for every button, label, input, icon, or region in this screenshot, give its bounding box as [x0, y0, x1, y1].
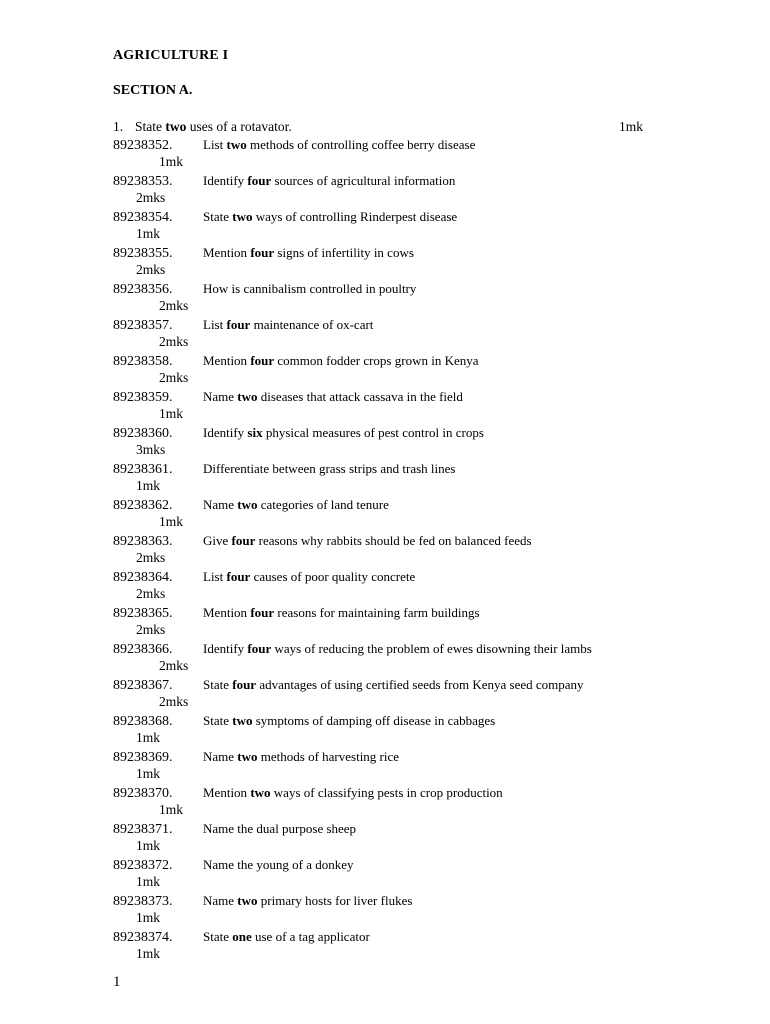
question-text-bold: two: [250, 785, 271, 800]
question-marks: 2mks: [159, 334, 189, 349]
question-text: [203, 641, 592, 656]
question-line: [113, 929, 370, 946]
question-line: [113, 425, 484, 442]
question-number: 89238354.: [113, 210, 173, 225]
question-item: [113, 497, 673, 533]
question-item: [113, 209, 673, 245]
question-line: [113, 893, 412, 910]
question-text-pre: Name: [203, 497, 238, 512]
question-line: [113, 245, 414, 262]
question-text-bold: four: [247, 173, 272, 188]
question-number: 89238365.: [113, 606, 173, 621]
question-marks: 2mks: [136, 622, 166, 637]
question-number: 89238362.: [113, 498, 173, 513]
question-marks: 1mk: [159, 406, 184, 421]
question-text-post: causes of poor quality concrete: [250, 569, 416, 584]
question-text-bold: four: [250, 353, 275, 368]
question-number: 89238361.: [113, 462, 173, 477]
question-line: [113, 533, 532, 550]
question-marks: 1mk: [136, 730, 161, 745]
question-marks: 2mks: [159, 658, 189, 673]
question-text-bold: four: [250, 605, 275, 620]
question-number: 89238364.: [113, 570, 173, 585]
question-item: [113, 569, 673, 605]
question-number: 89238371.: [113, 822, 173, 837]
question-text: [203, 605, 480, 620]
question-text-post: sources of agricultural information: [271, 173, 456, 188]
question-text-bold: two: [237, 893, 258, 908]
question-text: [203, 569, 415, 584]
question-text-bold: two: [237, 497, 258, 512]
question-item: [113, 425, 673, 461]
question-line: [113, 137, 475, 154]
question-marks: 2mks: [159, 298, 189, 313]
question-text-pre: Mention: [203, 785, 251, 800]
question-number: 89238369.: [113, 750, 173, 765]
question-number: 89238357.: [113, 318, 173, 333]
question-marks: 1mk: [136, 766, 161, 781]
question-marks: 1mk: [159, 514, 184, 529]
question-text-pre: State: [203, 929, 233, 944]
question-text-post: maintenance of ox-cart: [250, 317, 374, 332]
question-number: 89238368.: [113, 714, 173, 729]
question-text: [203, 137, 475, 152]
question-line: [113, 641, 592, 658]
question-marks: 1mk: [136, 478, 161, 493]
question-line: [113, 389, 463, 406]
question-text-bold: two: [232, 209, 253, 224]
question-number: 89238372.: [113, 858, 173, 873]
question-number: 89238374.: [113, 930, 173, 945]
question-item: [113, 281, 673, 317]
question-item: [113, 929, 673, 965]
question-line: [113, 857, 354, 874]
question-marks: 2mks: [159, 370, 189, 385]
question-text-post: common fodder crops grown in Kenya: [274, 353, 479, 368]
question-text-pre: Identify: [203, 173, 248, 188]
question-text: [203, 497, 389, 512]
question-item: [113, 353, 673, 389]
question-line: [113, 497, 389, 514]
question-text-pre: State: [203, 677, 233, 692]
question-text-bold: four: [250, 245, 275, 260]
question-item: [113, 137, 673, 173]
question-text: [203, 389, 463, 404]
question-text-bold: four: [247, 641, 272, 656]
question-text: [203, 893, 412, 908]
question-text: [203, 749, 399, 764]
question-text-pre: List: [203, 569, 227, 584]
question-text-post: reasons for maintaining farm buildings: [274, 605, 480, 620]
question-item: [113, 785, 673, 821]
question-text-post: methods of harvesting rice: [257, 749, 400, 764]
question-number: 89238366.: [113, 642, 173, 657]
question-line: [113, 749, 399, 766]
question-text-pre: State: [203, 209, 233, 224]
question-line: [113, 461, 455, 478]
question-line: [113, 317, 373, 334]
question-item: [113, 677, 673, 713]
question-item: [113, 461, 673, 497]
question-text-post: primary hosts for liver flukes: [257, 893, 413, 908]
question-marks: 1mk: [136, 874, 161, 889]
section-heading: SECTION A.: [113, 83, 193, 98]
question-text-pre: Identify: [203, 641, 248, 656]
question-text-post: uses of a rotavator.: [186, 119, 292, 134]
question-number: 89238356.: [113, 282, 173, 297]
question-number: 89238353.: [113, 174, 173, 189]
question-marks: 2mks: [159, 694, 189, 709]
question-item: [113, 245, 673, 281]
question-line: [113, 173, 455, 190]
question-text-pre: Name: [203, 389, 238, 404]
question-text: [203, 533, 532, 548]
question-marks: 1mk: [136, 910, 161, 925]
question-item: [113, 857, 673, 893]
question-text-bold: two: [237, 389, 258, 404]
question-text-post: symptoms of damping off disease in cabbages: [252, 713, 496, 728]
question-text-bold: two: [232, 713, 253, 728]
question-text-pre: Mention: [203, 245, 251, 260]
question-text-post: use of a tag applicator: [251, 929, 370, 944]
question-number: 89238363.: [113, 534, 173, 549]
question-item: [113, 749, 673, 785]
question-marks: 1mk: [618, 119, 643, 134]
question-text-pre: Name the young of a donkey: [203, 857, 354, 872]
question-number: 89238370.: [113, 786, 173, 801]
question-marks: 1mk: [136, 226, 161, 241]
question-text: [203, 929, 370, 944]
question-item: [113, 893, 673, 929]
question-text-bold: four: [226, 317, 251, 332]
question-line: [113, 209, 457, 226]
question-number: 89238352.: [113, 138, 173, 153]
question-line: [113, 785, 503, 802]
question-item: [113, 173, 673, 209]
question-text-bold: six: [247, 425, 263, 440]
question-text-post: advantages of using certified seeds from Kenya seed company: [256, 677, 584, 692]
question-text-bold: four: [231, 533, 256, 548]
question-line: [113, 353, 479, 370]
question-text-pre: Mention: [203, 353, 251, 368]
question-text-pre: State: [203, 713, 233, 728]
question-item: [113, 533, 673, 569]
question-line: [113, 569, 415, 586]
question-marks: 1mk: [159, 802, 184, 817]
question-text-pre: List: [203, 317, 227, 332]
question-text-bold: two: [237, 749, 258, 764]
question-text: [203, 353, 479, 368]
question-text: [203, 857, 354, 872]
question-item: [113, 605, 673, 641]
question-text: [203, 209, 457, 224]
question-text-pre: State: [135, 119, 166, 134]
question-text-post: ways of classifying pests in crop production: [270, 785, 503, 800]
question-number: 89238358.: [113, 354, 173, 369]
question-marks: 2mks: [136, 586, 166, 601]
question-item: [113, 821, 673, 857]
question-marks: 2mks: [136, 262, 166, 277]
question-text-post: physical measures of pest control in crops: [262, 425, 484, 440]
question-text-bold: four: [226, 569, 251, 584]
question-text-pre: Mention: [203, 605, 251, 620]
page-title: AGRICULTURE I: [113, 48, 229, 63]
question-text-pre: How is cannibalism controlled in poultry: [203, 281, 417, 296]
question-text-pre: Name the dual purpose sheep: [203, 821, 357, 836]
question-number: 89238360.: [113, 426, 173, 441]
question-text-bold: one: [232, 929, 252, 944]
question-text: [203, 425, 484, 440]
question-text: [203, 677, 584, 692]
question-marks: 3mks: [136, 442, 166, 457]
question-item: [113, 713, 673, 749]
question-number: 89238367.: [113, 678, 173, 693]
question-text: [203, 785, 503, 800]
question-text-bold: two: [165, 119, 187, 134]
question-marks: 1mk: [136, 838, 161, 853]
question-item: [113, 317, 673, 353]
question-text-post: reasons why rabbits should be fed on balanced feeds: [255, 533, 532, 548]
question-text-post: methods of controlling coffee berry disease: [246, 137, 476, 152]
question-text: [203, 821, 356, 836]
question-text: [203, 245, 414, 260]
question-text-pre: Differentiate between grass strips and trash lines: [203, 461, 456, 476]
question-line: [113, 281, 416, 298]
question-text-bold: four: [232, 677, 257, 692]
question-text-post: ways of reducing the problem of ewes disowning their lambs: [271, 641, 592, 656]
question-marks: 2mks: [136, 550, 166, 565]
question-text: [203, 281, 416, 296]
question-item: [113, 641, 673, 677]
question-number: 1.: [113, 119, 124, 134]
question-list: [113, 137, 673, 965]
question-text-post: categories of land tenure: [257, 497, 389, 512]
question-text-pre: List: [203, 137, 227, 152]
question-number: 89238355.: [113, 246, 173, 261]
question-number: 89238373.: [113, 894, 173, 909]
question-line: [113, 821, 356, 838]
question-text-pre: Name: [203, 893, 238, 908]
question-marks: 1mk: [136, 946, 161, 961]
question-marks: 2mks: [136, 190, 166, 205]
question-text-post: ways of controlling Rinderpest disease: [252, 209, 458, 224]
page-number: 1: [113, 974, 121, 990]
question-text: [203, 173, 455, 188]
question-number: 89238359.: [113, 390, 173, 405]
question-marks: 1mk: [159, 154, 184, 169]
question-line: [113, 713, 495, 730]
question-text-post: diseases that attack cassava in the field: [257, 389, 463, 404]
question-text-pre: Name: [203, 749, 238, 764]
question-text: [203, 713, 495, 728]
question-line: [113, 677, 584, 694]
question-item: [113, 389, 673, 425]
question-text-post: signs of infertility in cows: [274, 245, 414, 260]
question-text: [203, 317, 373, 332]
question-1: [113, 119, 643, 135]
question-text: [203, 461, 455, 476]
question-text-pre: Give: [203, 533, 232, 548]
question-line: [113, 605, 480, 622]
question-text-bold: two: [226, 137, 247, 152]
question-text-pre: Identify: [203, 425, 248, 440]
